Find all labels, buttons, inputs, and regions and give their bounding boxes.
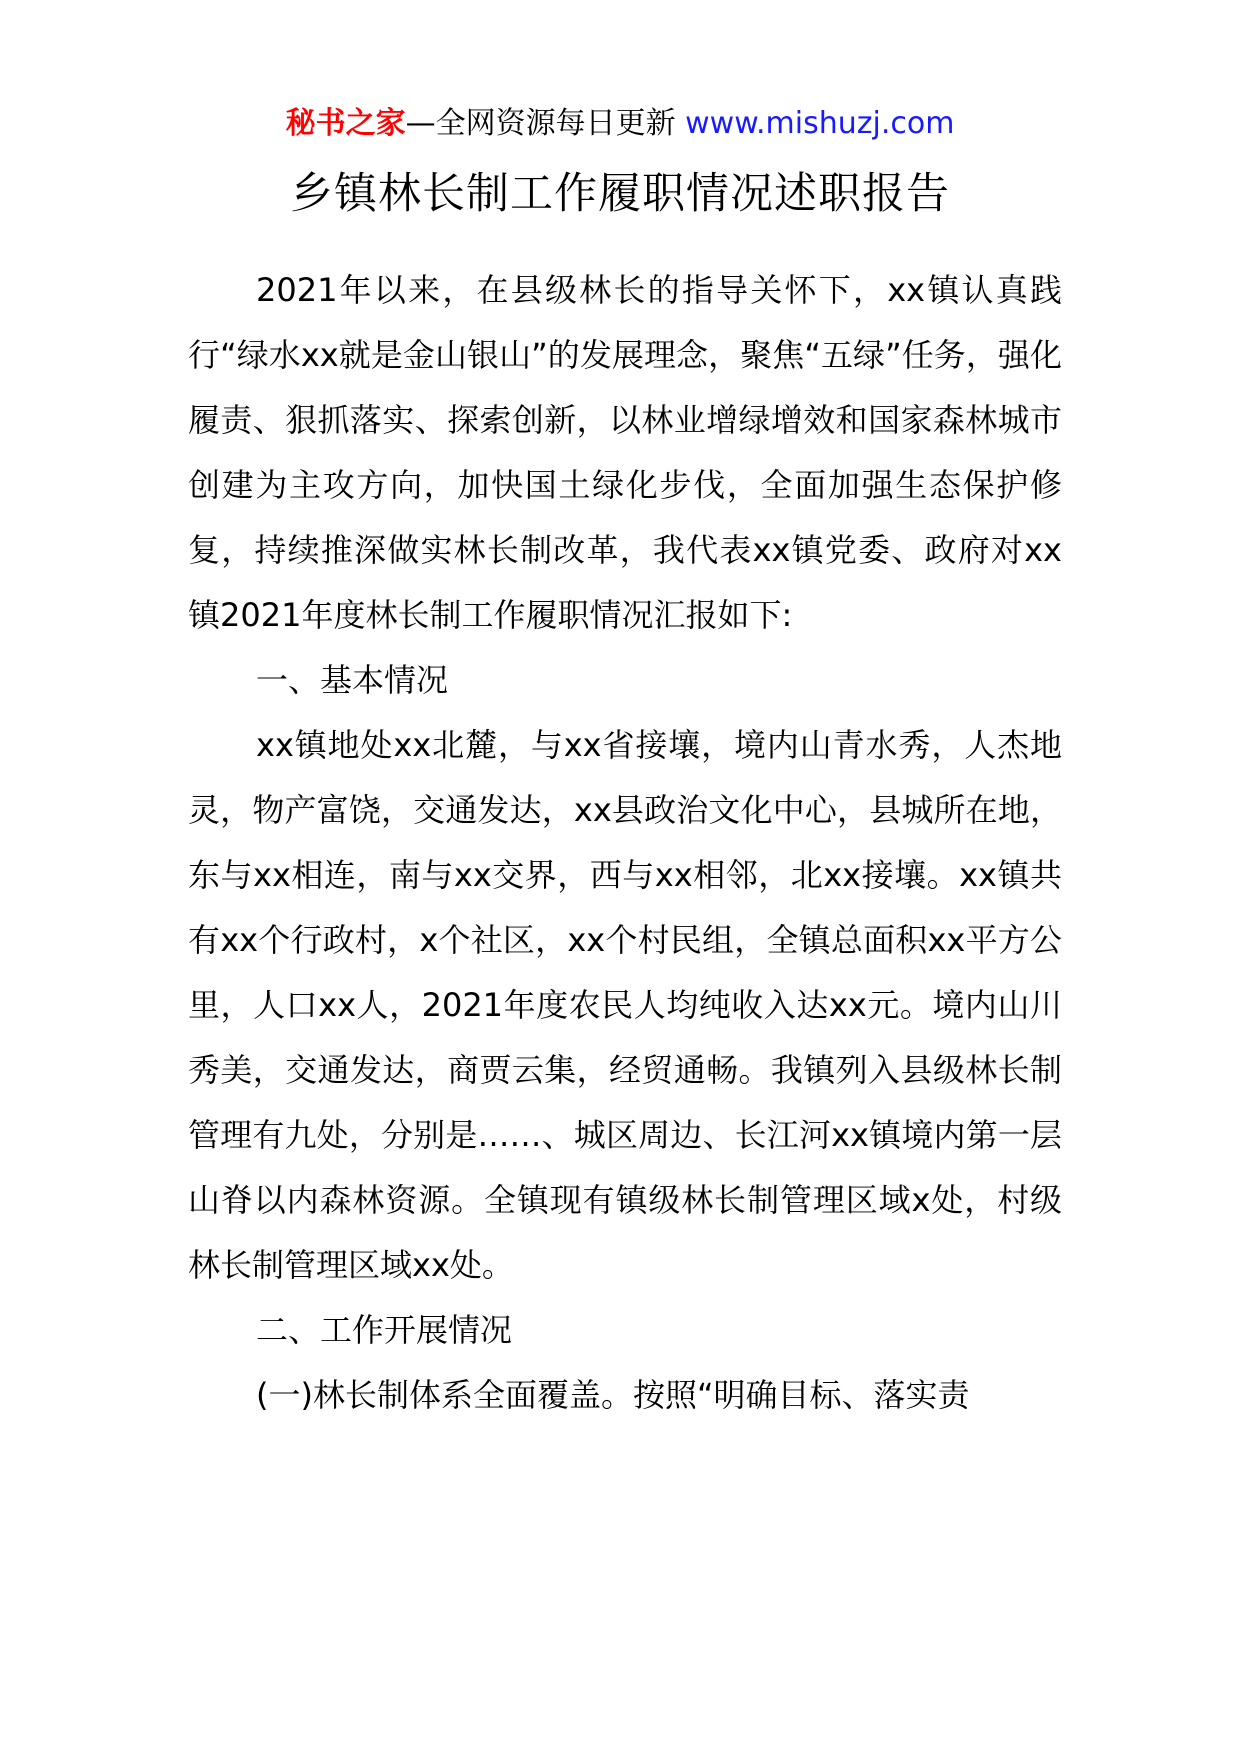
section-heading-work: 二、工作开展情况 xyxy=(256,1311,513,1349)
header-banner xyxy=(0,100,1240,148)
banner-slogan: —全网资源每日更新 xyxy=(405,106,686,141)
paragraph-basic-info: xx镇地处xx北麓，与xx省接壤，境内山青水秀，人杰地灵，物产富饶，交通发达，xx县政治文化中心，县城所在地，东与xx相连，南与xx交界，西与xx相邻，北xx接壤。xx镇共有xx个行政村，x个社区，xx个村民组，全镇总面积xx平方公里，人口xx人，2021年度农民人均纯收入达xx元。境内山川秀美，交通发达，商贾云集，经贸通畅。我镇列入县级林长制管理有九处，分别是……、城区周边、长江河xx镇境内第一层山脊以内森林资源。全镇现有镇级林长制管理区域x处，村级林长制管理区域xx处。 xyxy=(188,726,1062,1284)
document-body xyxy=(188,258,1062,1428)
section-heading-basic: 一、基本情况 xyxy=(256,661,449,699)
paragraph-work-1: (一)林长制体系全面覆盖。按照“明确目标、落实责 xyxy=(256,1376,970,1414)
banner-brand: 秘书之家 xyxy=(285,106,406,141)
banner-url-link[interactable]: www.mishuzj.com xyxy=(685,106,955,141)
paragraph-intro: 2021年以来，在县级林长的指导关怀下，xx镇认真践行“绿水xx就是金山银山”的发展理念，聚焦“五绿”任务，强化履责、狠抓落实、探索创新，以林业增绿增效和国家森林城市创建为主攻方向，加快国土绿化步伐，全面加强生态保护修复，持续推深做实林长制改革，我代表xx镇党委、政府对xx镇2021年度林长制工作履职情况汇报如下: xyxy=(188,271,1062,634)
document-title: 乡镇林长制工作履职情况述职报告 xyxy=(290,169,950,219)
